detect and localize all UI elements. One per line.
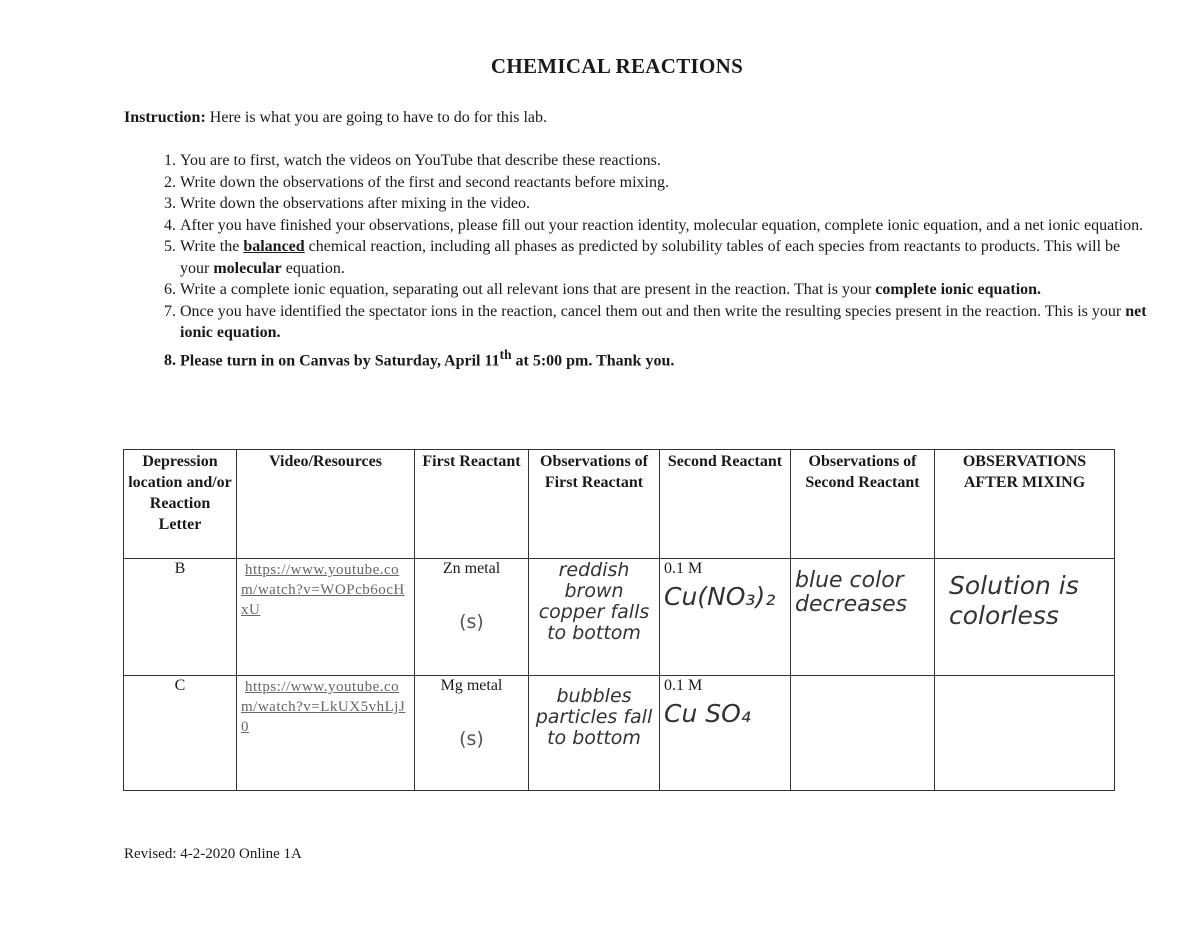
first-reactant-cell: Mg metal (s) bbox=[415, 676, 529, 791]
header-observations-second: Observations of Second Reactant bbox=[791, 450, 935, 559]
step-4: 4. After you have finished your observations, please fill out your reaction identity, molecular equation, complete ionic equation, and a net ionic equation. bbox=[180, 215, 1150, 237]
after-mixing-observation: Solution is colorless bbox=[935, 559, 1115, 676]
instruction-line bbox=[124, 109, 547, 127]
page-title: CHEMICAL REACTIONS bbox=[490, 54, 744, 78]
step-6: 6. Write a complete ionic equation, separating out all relevant ions that are present in the reaction. That is your complete ionic equation. bbox=[180, 279, 1150, 301]
video-link[interactable]: https://www.youtube.com/watch?v=LkUX5vhLjJ0 bbox=[241, 679, 406, 735]
header-observations-after: OBSERVATIONS AFTER MIXING bbox=[935, 450, 1115, 559]
second-reactant-cell: 0.1 M Cu SO₄ bbox=[660, 676, 791, 791]
video-link[interactable]: https://www.youtube.com/watch?v=WOPcb6ocHxU bbox=[241, 562, 405, 618]
instruction-text: Here is what you are going to have to do for this lab. bbox=[205, 109, 548, 126]
table-header-row bbox=[124, 450, 1115, 559]
header-video-resources: Video/Resources bbox=[237, 450, 415, 559]
second-reactant-formula: Cu SO₄ bbox=[664, 699, 751, 728]
observations-table bbox=[123, 449, 1115, 791]
phase-label: (s) bbox=[459, 611, 484, 633]
step-5: 5. Write the balanced chemical reaction, including all phases as predicted by solubility tables of each species from reactants to products. This will be your molecular equation. bbox=[180, 236, 1150, 279]
header-depression-location: Depression location and/or Reaction Letter bbox=[124, 450, 237, 559]
balanced-emphasis: balanced bbox=[243, 238, 305, 255]
reaction-letter: B bbox=[124, 559, 237, 676]
first-reactant-observation: bubbles particles fall to bottom bbox=[529, 676, 660, 791]
second-reactant-formula: Cu(NO₃)₂ bbox=[664, 582, 776, 611]
revision-footer: Revised: 4-2-2020 Online 1A bbox=[124, 846, 302, 862]
instruction-label: Instruction: bbox=[124, 109, 206, 126]
step-1: 1. You are to first, watch the videos on YouTube that describe these reactions. bbox=[180, 150, 1150, 172]
reaction-letter: C bbox=[124, 676, 237, 791]
header-first-reactant: First Reactant bbox=[415, 450, 529, 559]
step-2: 2. Write down the observations of the first and second reactants before mixing. bbox=[180, 172, 1150, 194]
first-reactant-cell: Zn metal (s) bbox=[415, 559, 529, 676]
header-observations-first: Observations of First Reactant bbox=[529, 450, 660, 559]
table-row bbox=[124, 676, 1115, 791]
first-reactant-observation: reddish brown copper falls to bottom bbox=[529, 559, 660, 676]
step-8-deadline: 8. Please turn in on Canvas by Saturday, April 11th at 5:00 pm. Thank you. bbox=[180, 344, 1150, 372]
phase-label: (s) bbox=[459, 728, 484, 750]
after-mixing-observation bbox=[935, 676, 1115, 791]
second-reactant-observation: blue color decreases bbox=[791, 559, 935, 676]
header-second-reactant: Second Reactant bbox=[660, 450, 791, 559]
step-3: 3. Write down the observations after mixing in the video. bbox=[180, 193, 1150, 215]
table-row bbox=[124, 559, 1115, 676]
second-reactant-cell: 0.1 M Cu(NO₃)₂ bbox=[660, 559, 791, 676]
second-reactant-observation bbox=[791, 676, 935, 791]
instruction-steps bbox=[140, 150, 1150, 371]
step-7: 7. Once you have identified the spectator ions in the reaction, cancel them out and then write the resulting species present in the reaction. This is your net ionic equation. bbox=[180, 301, 1150, 344]
